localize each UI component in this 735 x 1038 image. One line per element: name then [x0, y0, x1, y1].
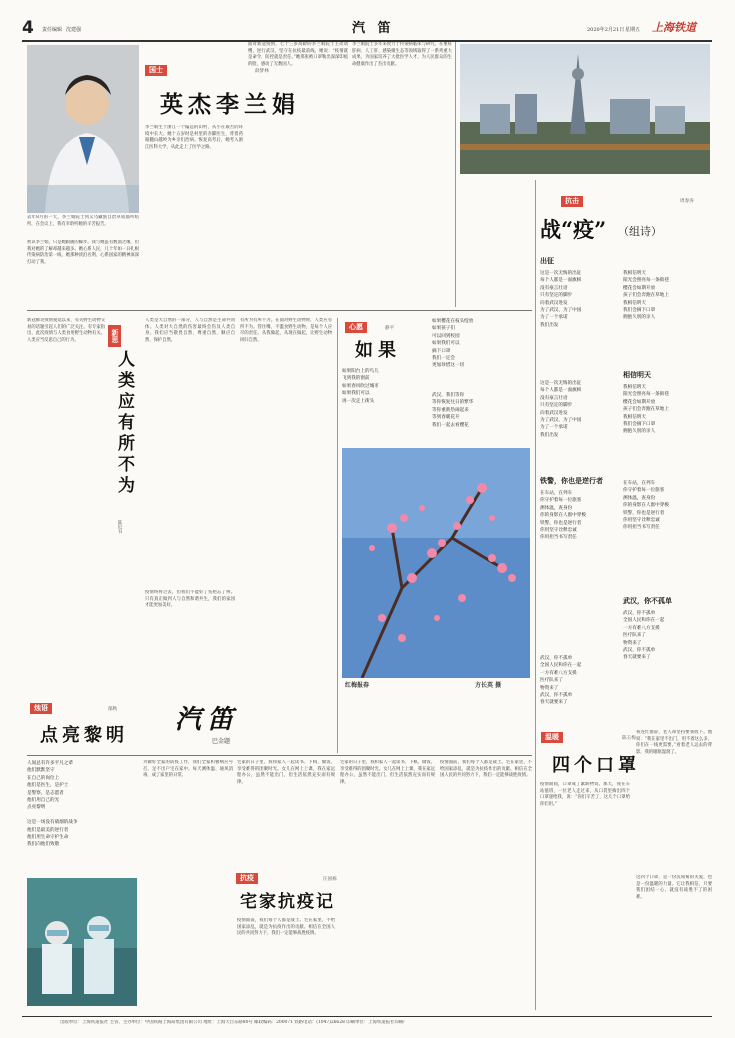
zhaijia-col-3: 疫情面前，我们每个人都是战士。宅在家里，不给国家添乱，就是为抗疫作出的贡献。相信在全国人民的共同努力下，我们一定能够战胜疫情。: [237, 918, 335, 937]
medical-staff-photo: [27, 878, 137, 1006]
section-rule-1: [27, 310, 532, 311]
footer-rule: [22, 1016, 712, 1017]
zhaijia-col-4: 宅家的日子里，我和家人一起读书、下棋、做饭，享受难得的团聚时光。女儿在网上上课，我在家远程办公，虽然不能出门，但生活依然充实而有规律。: [340, 760, 435, 785]
ruhua-poem-3: 武汉，我们等你 等你恢复往日的繁华 等你重新热闹起来 等到春暖花开 我们一起去看樱花: [432, 393, 474, 428]
zhanyi-tag: 抗击: [561, 196, 583, 207]
zhanyi-poem-4b: 武汉，你不孤单 全国人民和你在一起 一方有难八方支援 医疗队来了 物资来了 武汉，你不孤单 春天就要来了: [540, 656, 582, 706]
renlei-author: 陈纪书: [117, 520, 122, 534]
ruhua-poem-1: 如果阳台上的鸟儿 飞到我的窗前 如果春风吹过城市 如果我们可以 再一次走上街头: [342, 369, 379, 404]
zhaijia-col-1: 为做好全家的防疫工作，我们全家积极响应号召，足不出户宅在家中。每天测体温、通风消毒，成了家里的日常。: [143, 760, 233, 779]
sige-col-2: 我连忙推辞，老人却坚持要我收下。他说：“我在家里不出门，用不着这么多，你们在一线更需要。”看着老人远去的背影，我的眼眶湿润了。: [636, 730, 712, 755]
masthead-weekday: 星期五: [625, 27, 641, 33]
yingxiong-author: 薛梦林: [255, 69, 269, 74]
zhaijia-tag: 抗疫: [236, 873, 258, 884]
yingxiong-col-4: 李兰娟院士多年来致力于传染病临床与研究，在重症肝病、人工肝、感染微生态等领域取得了一系列重大成果，为国家培养了大批医学人才，为人民群众的生命健康作出了杰出贡献。: [352, 42, 452, 67]
zhanyi-poem-1: 这是一次无悔的出征 每个人都是一面旗帜 没有豪言壮语 只有坚定的脚步 向着武汉进发 为了武汉，为了中国 为了一个承诺 我们出发: [540, 271, 582, 328]
zhanyi-subtitle: （组诗）: [618, 225, 662, 238]
dianliang-author: 郁秋: [108, 707, 118, 712]
zhaijia-author: 汪国栋: [323, 877, 337, 882]
renlei-col-1: 新冠肺炎疫情蔓延以来，有关野生动物交易的话题引起人们的广泛关注。有专家指出，此次疫情与人类食用野生动物有关。人类应当反思自己的行为。: [27, 318, 105, 343]
ruhua-tag: 心愿: [345, 322, 367, 333]
renlei-title: 人类应有所不为: [114, 350, 134, 497]
zhanyi-heading-3: 铁警，你也是逆行者: [540, 477, 603, 485]
zhanyi-poem-3: 在车站，在列车 你守护着每一位旅客 测体温，查身份 你的身影在人群中穿梭 铁警，你也是逆行者 你用坚守诠释忠诚 你用担当书写责任: [540, 491, 586, 541]
sige-title: 四个口罩: [552, 755, 640, 776]
zhanyi-author: 周春涛: [680, 199, 694, 204]
zhanyi-heading-4: 武汉，你不孤单: [623, 597, 672, 605]
renlei-col-4: 疫情终将过去，但我们不能好了伤疤忘了疼。只有真正做到人与自然和谐共生，我们的家园才能更加美好。: [145, 590, 235, 609]
zhanyi-poem-1b: 这是一次无悔的出征 每个人都是一面旗帜 没有豪言壮语 只有坚定的脚步 向着武汉进发 为了武汉，为了中国 为了一个承诺 我们出发: [540, 381, 582, 438]
section-rule-2: [27, 755, 532, 756]
ruhua-author: 静平: [385, 326, 395, 331]
footer-text: 出版单位：上海铁道报社 主管、主办单位：中国铁路上海局集团有限公司 地址：上海天目东路80号 邮政编码：200071 铁路电话：(1047)26628 印刷单位：上海铁道报社印刷厂: [60, 1020, 408, 1025]
col-divider-zhanyi: [535, 180, 536, 730]
yingxiong-title: 英杰李兰娟: [160, 91, 300, 118]
zhaijia-title: 宅家抗疫记: [240, 892, 335, 912]
sige-tag: 温暖: [541, 732, 563, 743]
section-title: 汽 笛: [352, 21, 395, 36]
col-divider-bottom: [535, 730, 536, 1010]
editor-label: 责任编辑: [42, 27, 63, 33]
editor-name: 沈建强: [66, 27, 82, 33]
sige-col-1: 疫情期间，口罩成了紧缺物资。那天，我在车站值班，一位老人走过来，从口袋里掏出四个口罩递给我，说：“你们辛苦了，这几个口罩给你们用。”: [540, 782, 630, 807]
ruhua-poem-2: 如果樱花在枝头绽放 如果孩子们 可以回到校园 如果我们可以 摘下口罩 我们一定会 更加珍惜这一切: [432, 319, 474, 369]
plum-blossom-photo: [342, 448, 530, 678]
qidi-subtitle: 巴金题: [212, 738, 231, 745]
newspaper-name: 上海铁道: [652, 21, 696, 34]
skyline-photo: [460, 44, 710, 174]
zhanyi-poem-2: 我相信明天 阳光会照亮每一条街巷 樱花会如期开放 孩子们会奔跑在草地上 我相信明天 我们会摘下口罩 拥抱久别的亲人: [623, 271, 669, 321]
zhanyi-title: 战“疫”: [540, 217, 607, 242]
yingxiong-tag: 国士: [145, 65, 167, 76]
qidi-title: 汽笛: [175, 705, 240, 735]
renlei-col-2: 人类是大自然的一部分，人与自然是生命共同体。人类对大自然的伤害最终会伤及人类自身。我们应当敬畏自然、尊重自然、顺应自然、保护自然。: [145, 318, 235, 343]
yingxiong-col-3: 面对新冠疫情，七十三岁高龄的李兰娟院士主动请缨，逆行武汉，坚守在抗疫最前线。她说：“疫情就是命令，防控就是责任。”她那张被口罩勒出深深印痕的脸，感动了无数国人。: [248, 42, 348, 67]
zhanyi-heading-2: 相信明天: [623, 371, 651, 379]
zhanyi-poem-2b: 我相信明天 阳光会照亮每一条街巷 樱花会如期开放 孩子们会奔跑在草地上 我相信明天 我们会摘下口罩 拥抱久别的亲人: [623, 385, 669, 435]
dianliang-poem: 人间总有许多平凡之辈 他们默默坚守 在自己的岗位上 他们是医生，是护士 是警察，是志愿者 他们用自己的光 点亮黎明 这是一场没有硝烟的战争 他们是最美的逆行者 他们用生命守护生命 我们向他们致敬: [27, 761, 78, 848]
zhanyi-poem-4: 武汉，你不孤单 全国人民和你在一起 一方有难八方支援 医疗队来了 物资来了 武汉，你不孤单 春天就要来了: [623, 611, 665, 661]
masthead: [22, 18, 712, 40]
sige-author: 陈玉梅: [622, 736, 636, 741]
yingxiong-col-1: 初识李兰娟，只是她跟随的脚步。我与她虽有数面之缘，但我对她的了解却越来越多。她心系人民，几十年如一日扎根传染病防治第一线，她那种淡泊名利、心系国家的精神深深打动了我。: [27, 240, 139, 265]
sige-col-3: 这四个口罩，是一份沉甸甸的关爱，也是一份温暖的力量。它让我相信，只要我们团结一心，就没有战胜不了的困难。: [636, 875, 712, 900]
ruhua-title: 如果: [355, 340, 401, 361]
yingxiong-photo-caption: 去年8月的一天，李兰娟院士到义乌藏族自治草成都所结所，在会议上，我有幸聆听她的辛苦报告。: [27, 215, 139, 227]
zhanyi-poem-3b: 在车站，在列车 你守护着每一位旅客 测体温，查身份 你的身影在人群中穿梭 铁警，你也是逆行者 你用坚守诠释忠诚 你用担当书写责任: [623, 481, 669, 531]
col-divider-mid: [337, 318, 338, 753]
col-divider: [455, 42, 456, 307]
li-lanjuan-photo: [27, 45, 139, 213]
masthead-date: 2020年2月21日: [587, 27, 625, 33]
page-number: 4: [22, 18, 34, 38]
zhanyi-heading-1: 出征: [540, 257, 554, 265]
yingxiong-col-2: 李兰娟生于浙江一个偏远的山村，从小在艰苦的环境中长大。她十五岁时是村里的赤脚医生，背着药箱翻山越岭为乡亲们治病。恢复高考后，她考入浙江医科大学，从此走上了医学之路。: [145, 125, 243, 150]
qidi-poem-title: 红梅报春: [345, 682, 370, 689]
renlei-col-3: 有所为有所不为。在面对野生动物时，人类应有所不为。管住嘴，不滥食野生动物，是每个人应尽的责任。从我做起，从现在做起，让野生动物回归自然。: [240, 318, 332, 343]
dianliang-title: 点亮黎明: [40, 725, 128, 746]
dianliang-tag: 烛语: [30, 703, 52, 714]
zhaijia-col-5: 疫情面前，我们每个人都是战士。宅在家里，不给国家添乱，就是为抗疫作出的贡献。相信在全国人民的共同努力下，我们一定能够战胜疫情。: [440, 760, 532, 779]
qidi-photo-credit: 方长英 摄: [475, 682, 502, 689]
renlei-tag: 新思: [108, 325, 121, 347]
zhaijia-col-2: 宅家的日子里，我和家人一起读书、下棋、做饭，享受难得的团聚时光。女儿在网上上课，我在家远程办公，虽然不能出门，但生活依然充实而有规律。: [237, 760, 335, 785]
